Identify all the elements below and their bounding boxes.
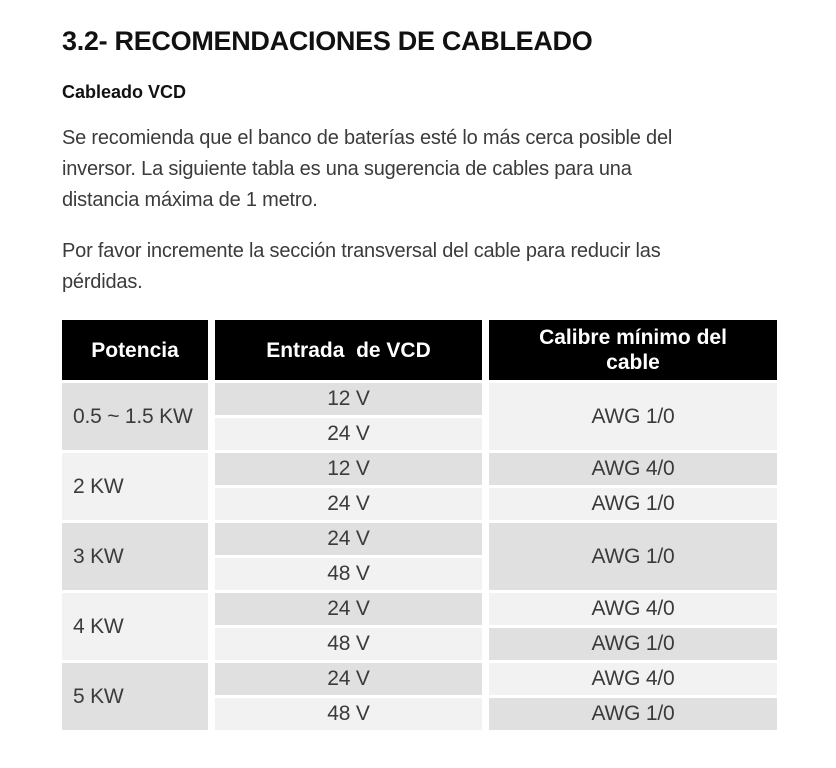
cell-entrada-group2-row1: 12 V <box>215 453 482 485</box>
section-title: 3.2- RECOMENDACIONES DE CABLEADO <box>62 26 593 56</box>
table-header-potencia: Potencia <box>62 320 208 380</box>
cell-entrada-group5-row1: 24 V <box>215 663 482 695</box>
cell-calibre-group1-merged: AWG 1/0 <box>489 383 777 450</box>
cell-entrada-group1-row1: 12 V <box>215 383 482 415</box>
cell-potencia-group1: 0.5 ~ 1.5 KW <box>62 383 208 450</box>
cell-potencia-group5: 5 KW <box>62 663 208 730</box>
cell-entrada-group4-row1: 24 V <box>215 593 482 625</box>
table-header-calibre-minimo: Calibre mínimo del cable <box>489 320 777 380</box>
cell-calibre-group4-row2: AWG 1/0 <box>489 628 777 660</box>
paragraph-battery-distance: Se recomienda que el banco de baterías esté lo más cerca posible del inversor. La siguiente tabla es una sugerencia de cables para una distancia máxima de 1 metro. <box>62 127 673 211</box>
cell-calibre-group5-row2: AWG 1/0 <box>489 698 777 730</box>
cell-entrada-group5-row2: 48 V <box>215 698 482 730</box>
cell-entrada-group4-row2: 48 V <box>215 628 482 660</box>
cell-calibre-group4-row1: AWG 4/0 <box>489 593 777 625</box>
table-header-entrada-vcd: Entrada de VCD <box>215 320 482 380</box>
cell-calibre-group2-row2: AWG 1/0 <box>489 488 777 520</box>
paragraph-cross-section: Por favor incremente la sección transversal del cable para reducir las pérdidas. <box>62 240 661 293</box>
dc-wiring-table <box>62 320 777 730</box>
cell-calibre-group3-merged: AWG 1/0 <box>489 523 777 590</box>
cell-potencia-group3: 3 KW <box>62 523 208 590</box>
cell-entrada-group1-row2: 24 V <box>215 418 482 450</box>
cell-potencia-group2: 2 KW <box>62 453 208 520</box>
cell-calibre-group5-row1: AWG 4/0 <box>489 663 777 695</box>
cell-entrada-group3-row2: 48 V <box>215 558 482 590</box>
cell-potencia-group4: 4 KW <box>62 593 208 660</box>
subsection-title: Cableado VCD <box>62 82 187 102</box>
cell-entrada-group2-row2: 24 V <box>215 488 482 520</box>
cell-calibre-group2-row1: AWG 4/0 <box>489 453 777 485</box>
cell-entrada-group3-row1: 24 V <box>215 523 482 555</box>
